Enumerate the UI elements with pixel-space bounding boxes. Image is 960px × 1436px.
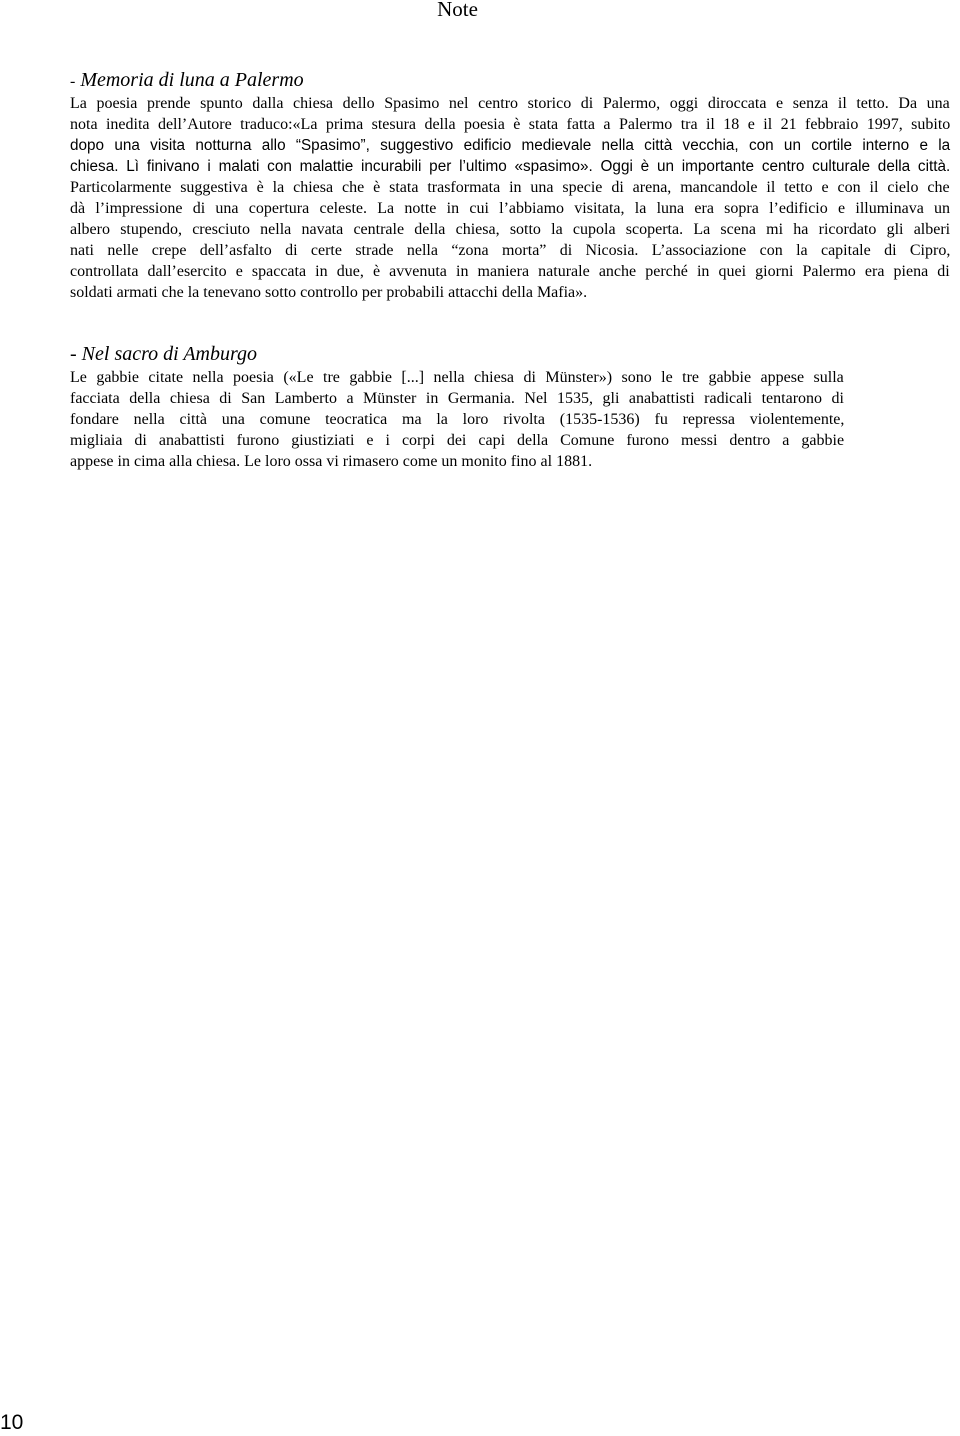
page-number: 10 <box>0 1411 24 1434</box>
heading-text: Memoria di luna a Palermo <box>80 69 304 91</box>
paragraph-line: migliaia di anabattisti furono giustiziati e i corpi dei capi della Comune furono messi dentro a gabbie <box>70 432 845 449</box>
paragraph-line: soldati armati che la tenevano sotto controllo per probabili attacchi della Mafia». <box>70 284 588 301</box>
paragraph-line: fondare nella città una comune teocratica ma la loro rivolta (1535-1536) fu repressa violentemente, <box>70 411 845 428</box>
section-paragraph <box>70 93 950 303</box>
heading-dash: - <box>70 343 77 365</box>
page-title: Note <box>437 0 478 21</box>
section-nel-sacro-di-amburgo <box>70 342 844 472</box>
paragraph-line: appese in cima alla chiesa. Le loro ossa vi rimasero come un monito fino al 1881. <box>70 453 593 470</box>
paragraph-line: Le gabbie citate nella poesia («Le tre gabbie [...] nella chiesa di Münster») sono le tre gabbie appese sulla <box>70 369 844 386</box>
paragraph-line: dopo una visita notturna allo “Spasimo”, suggestivo edificio medievale nella città vecchia, con un cortile interno e la <box>70 137 951 154</box>
paragraph-line: nati nelle crepe dell’asfalto di certe strade nella “zona morta” di Nicosia. L’associazione con la capitale di Cipro, <box>70 242 951 259</box>
section-paragraph <box>70 367 844 472</box>
paragraph-line: chiesa. Lì finivano i malati con malattie incurabili per l’ultimo «spasimo». Oggi è un importante centro culturale della città. <box>70 158 951 175</box>
paragraph-line: albero stupendo, cresciuto nella navata centrale della chiesa, sotto la cupola scoperta. La scena mi ha ricordato gli alberi <box>70 221 951 238</box>
paragraph-line: controllata dall’esercito e spaccata in due, è avvenuta in maniera naturale anche perché in quei giorni Palermo era piena di <box>70 263 950 280</box>
paragraph-line: nota inedita dell’Autore traduco:«La prima stesura della poesia è stata fatta a Palermo tra il 18 e il 21 febbraio 1997, subito <box>70 116 951 133</box>
heading-dash: - <box>70 73 76 90</box>
section-heading <box>70 68 950 94</box>
heading-text: Nel sacro di Amburgo <box>81 343 258 365</box>
paragraph-line: dà l’impressione di una copertura celeste. La notte in cui l’abbiamo visitata, la luna era sopra l’edificio e illuminava un <box>70 200 951 217</box>
paragraph-line: La poesia prende spunto dalla chiesa dello Spasimo nel centro storico di Palermo, oggi diroccata e senza il tetto. Da una <box>70 95 950 112</box>
paragraph-line: facciata della chiesa di San Lamberto a Münster in Germania. Nel 1535, gli anabattisti radicali tentarono di <box>70 390 844 407</box>
section-memoria-di-luna-a-palermo <box>70 68 950 303</box>
paragraph-line: Particolarmente suggestiva è la chiesa che è stata trasformata in una specie di arena, mancandole il tetto e con il cielo che <box>70 179 950 196</box>
section-heading <box>70 342 844 366</box>
